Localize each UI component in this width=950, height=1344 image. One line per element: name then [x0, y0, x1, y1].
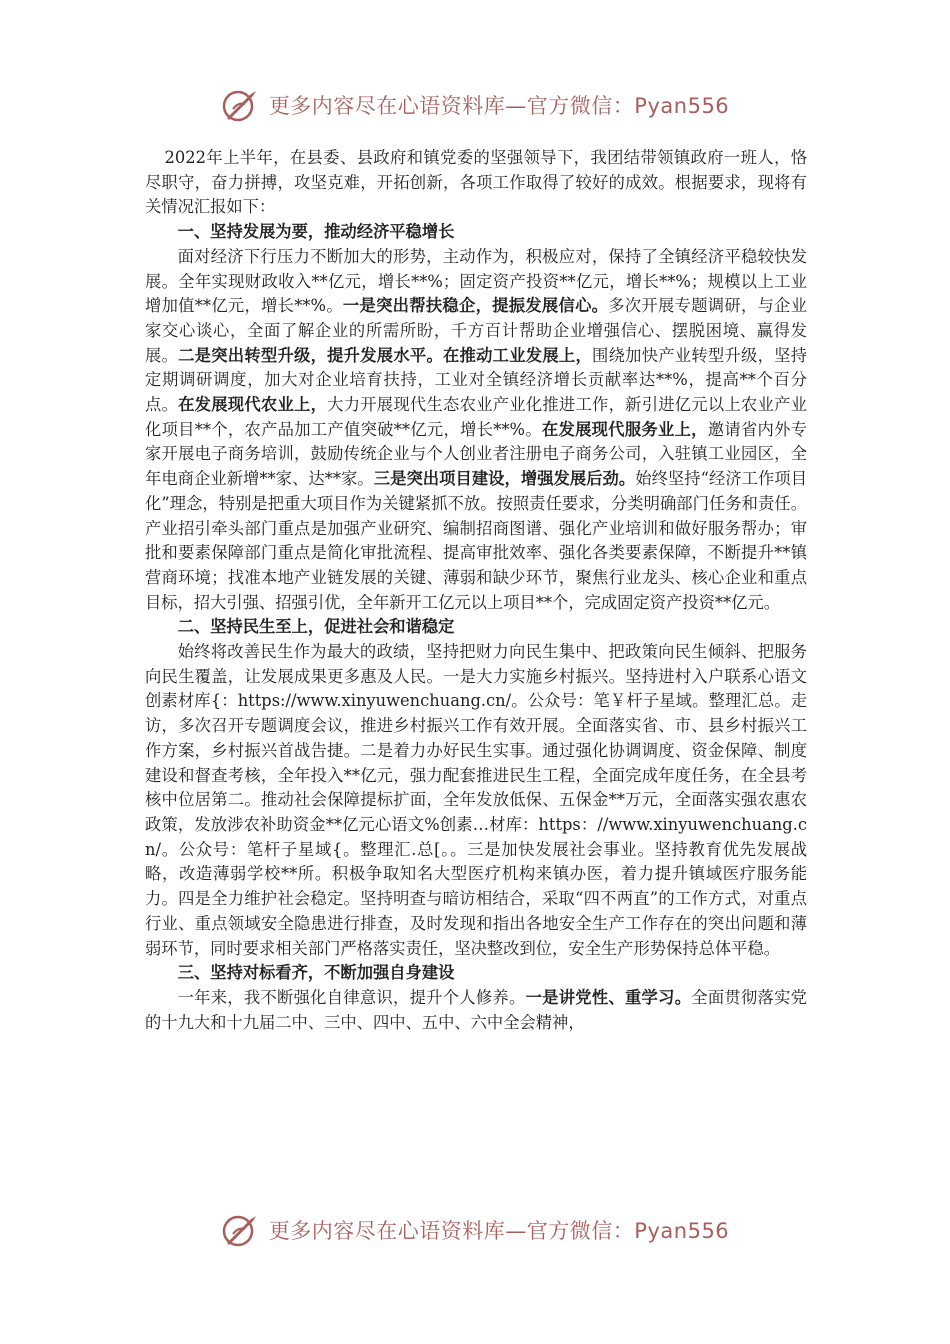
pen-logo-icon — [221, 1210, 261, 1250]
header-banner — [0, 80, 950, 130]
bold-run: 三是突出项目建设，增强发展后劲。 — [373, 469, 636, 489]
text-run: 多次开展专题调研，与企业家交心谈心，全面了解企业的所需所盼，千方百计帮助企业增强信心、摆脱困境、赢得发展。 — [145, 296, 807, 365]
bold-run: 在发展现代农业上， — [178, 395, 328, 415]
document-body — [145, 146, 807, 1035]
bold-run: 一是讲党性、重学习。 — [525, 987, 692, 1007]
bold-run: 在发展现代服务业上， — [541, 419, 708, 439]
section-3-paragraph — [145, 986, 807, 1035]
text-run: 一年来，我不断强化自律意识，提升个人修养。 — [177, 987, 526, 1007]
section-heading-3: 三、坚持对标看齐，不断加强自身建设 — [177, 963, 455, 983]
intro-paragraph: 2022年上半年，在县委、县政府和镇党委的坚强领导下，我团结带领镇政府一班人，恪尽职守，奋力拼搏，攻坚克难，开拓创新，各项工作取得了较好的成效。根据要求，现将有关情况汇报如下： — [145, 148, 807, 217]
text-run: 始终坚持“经济工作项目化”理念，特别是把重大项目作为关键紧抓不放。按照责任要求，分类明确部门任务和责任。产业招引牵头部门重点是加强产业研究、编制招商图谱、强化产业培训和做好服务帮办；审批和要素保障部门重点是简化审批流程、提高审批效率、强化各类要素保障，不断提升**镇营商环境；找准本地产业链发展的关键、薄弱和缺少环节，聚焦行业龙头、核心企业和重点目标，招大引强、招强引优，全年新开工亿元以上项目**个，完成固定资产投资**亿元。 — [145, 469, 807, 612]
footer-banner — [0, 1205, 950, 1255]
text-run: 全面贯彻落实党的十九大和十九届二中、三中、四中、五中、六中全会精神， — [145, 987, 807, 1032]
pen-logo-icon — [221, 85, 261, 125]
section-1-paragraph — [145, 245, 807, 616]
section-heading-1: 一、坚持发展为要，推动经济平稳增长 — [177, 222, 455, 242]
bold-run: 二是突出转型升级，提升发展水平。在推动工业发展上， — [178, 345, 593, 365]
text-run: 邀请省内外专家开展电子商务培训，鼓励传统企业与个人创业者注册电子商务公司，入驻镇工业园区，全年电商企业新增**家、达**家。 — [145, 419, 807, 489]
header-banner-text: 更多内容尽在心语资料库—官方微信：Pyan556 — [268, 94, 730, 118]
section-2-paragraph: 始终将改善民生作为最大的政绩，坚持把财力向民生集中、把政策向民生倾斜、把服务向民生覆盖，让发展成果更多惠及人民。一是大力实施乡村振兴。坚持进村入户联系心语文创素材库{：https://www.xinyuwenchuang.cn/。公众号：笔￥杆子星域。整理汇总。走访，多次召开专题调度会议，推进乡村振兴工作有效开展。全面落实省、市、县乡村振兴工作方案，乡村振兴首战告捷。二是着力办好民生实事。通过强化协调调度、资金保障、制度建设和督查考核，全年投入**亿元，强力配套推进民生工程，全面完成年度任务，在全县考核中位居第二。推动社会保障提标扩面，全年发放低保、五保金**万元，全面落实强农惠农政策，发放涉农补助资金**亿元心语文%创素…材库：https：//www.xinyuwenchuang.cn/。公众号：笔杆子星域{。整理汇.总[。。三是加快发展社会事业。坚持教育优先发展战略，改造薄弱学校**所。积极争取知名大型医疗机构来镇办医，着力提升镇域医疗服务能力。四是全力维护社会稳定。坚持明查与暗访相结合，采取“四不两直”的工作方式，对重点行业、重点领域安全隐患进行排查，及时发现和指出各地安全生产工作存在的突出问题和薄弱环节，同时要求相关部门严格落实责任，坚决整改到位，安全生产形势保持总体平稳。 — [145, 642, 807, 958]
footer-banner-text: 更多内容尽在心语资料库—官方微信：Pyan556 — [268, 1219, 730, 1243]
bold-run: 一是突出帮扶稳企，提振发展信心。 — [342, 296, 609, 316]
text-run: 围绕加快产业转型升级，坚持定期调研调度，加大对企业培育扶持，工业对全镇经济增长贡献率达**%，提高**个百分点。 — [145, 345, 807, 415]
section-heading-2: 二、坚持民生至上，促进社会和谐稳定 — [177, 617, 455, 637]
text-run: 大力开展现代生态农业产业化推进工作，新引进亿元以上农业产业化项目**个，农产品加工产值突破**亿元，增长**%。 — [145, 395, 807, 439]
text-run: 面对经济下行压力不断加大的形势，主动作为，积极应对，保持了全镇经济平稳较快发展。全年实现财政收入**亿元，增长**%；固定资产投资**亿元，增长**%；规模以上工业增加值**亿元，增长**%。 — [145, 246, 807, 316]
